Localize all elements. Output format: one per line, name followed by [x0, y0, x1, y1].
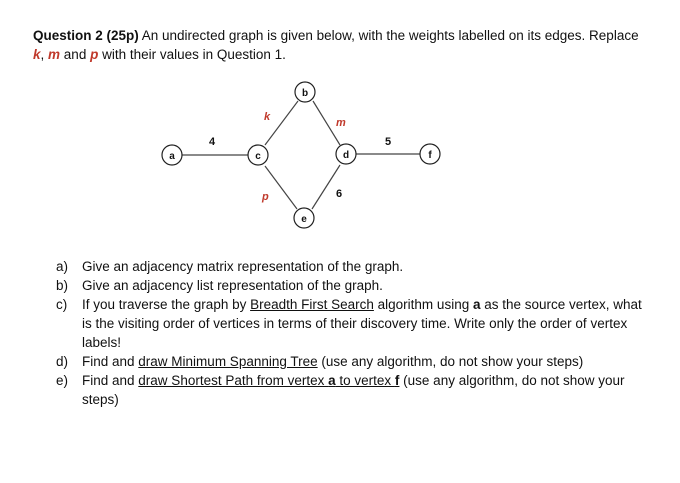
task-c-text-1: If you traverse the graph by [82, 297, 251, 312]
task-d-mst-link: draw Minimum Spanning Tree [138, 354, 318, 369]
task-d-text-1: Find and [82, 354, 139, 369]
node-b-label: b [301, 88, 309, 99]
task-d-id: d) [56, 354, 69, 369]
task-e-text-1: Find and [82, 373, 139, 388]
task-d-text-2: (use any algorithm, do not show your steps) [317, 354, 584, 369]
weight-a-c: 4 [209, 136, 216, 148]
node-a [162, 145, 182, 165]
weight-e-d: 6 [336, 188, 343, 200]
question-title: Question 2 (25p) [33, 28, 139, 43]
task-a-text: Give an adjacency matrix representation of the graph. [82, 259, 404, 274]
weight-c-b: k [264, 111, 271, 123]
task-e-vertex-f: f [394, 373, 400, 388]
var-p: p [90, 47, 99, 62]
node-a-label: a [169, 151, 175, 162]
weight-b-d: m [336, 117, 346, 129]
task-e-vertex-a: a [328, 373, 336, 388]
sep-2: and [60, 47, 91, 62]
weight-c-e: p [262, 191, 269, 203]
edge-c-b [265, 101, 298, 145]
node-f [420, 144, 440, 164]
task-a-id: a) [56, 259, 69, 274]
question-intro: An undirected graph is given below, with the weights labelled on its edges. Replace [138, 28, 639, 43]
task-c-text-2: algorithm using [373, 297, 473, 312]
task-d [56, 352, 646, 371]
node-d [336, 144, 356, 164]
node-e [294, 208, 314, 228]
task-list [56, 257, 646, 409]
node-e-label: e [301, 214, 307, 225]
node-c [248, 145, 268, 165]
task-c-text-3: as the source vertex, what is the visiting order of vertices in terms of their discovery time. Write only the order of vertex labels! [82, 297, 642, 350]
weight-d-f: 5 [385, 136, 392, 148]
task-c-id: c) [56, 297, 68, 312]
task-e-sp-link-2: to vertex [335, 373, 395, 388]
var-k: k [33, 47, 41, 62]
node-f-label: f [428, 150, 432, 161]
var-m: m [48, 47, 61, 62]
edge-c-e [265, 166, 297, 209]
question-outro: with their values in Question 1. [98, 47, 286, 62]
node-d-label: d [342, 150, 350, 161]
edge-e-d [312, 165, 343, 209]
task-c [56, 295, 646, 352]
task-c-bfs-link: Breadth First Search [250, 297, 374, 312]
task-e [56, 371, 646, 409]
task-b-text: Give an adjacency list representation of the graph. [82, 278, 383, 293]
task-e-id: e) [56, 373, 69, 388]
task-a [56, 257, 646, 276]
sep-1: , [40, 47, 49, 62]
task-e-sp-link-1: draw Shortest Path from vertex [138, 373, 329, 388]
task-c-source-vertex: a [472, 297, 481, 312]
node-c-label: c [255, 151, 261, 162]
node-b [295, 82, 315, 102]
task-b [56, 276, 646, 295]
task-b-id: b) [56, 278, 69, 293]
task-e-text-2: (use any algorithm, do not show your steps) [82, 373, 625, 407]
